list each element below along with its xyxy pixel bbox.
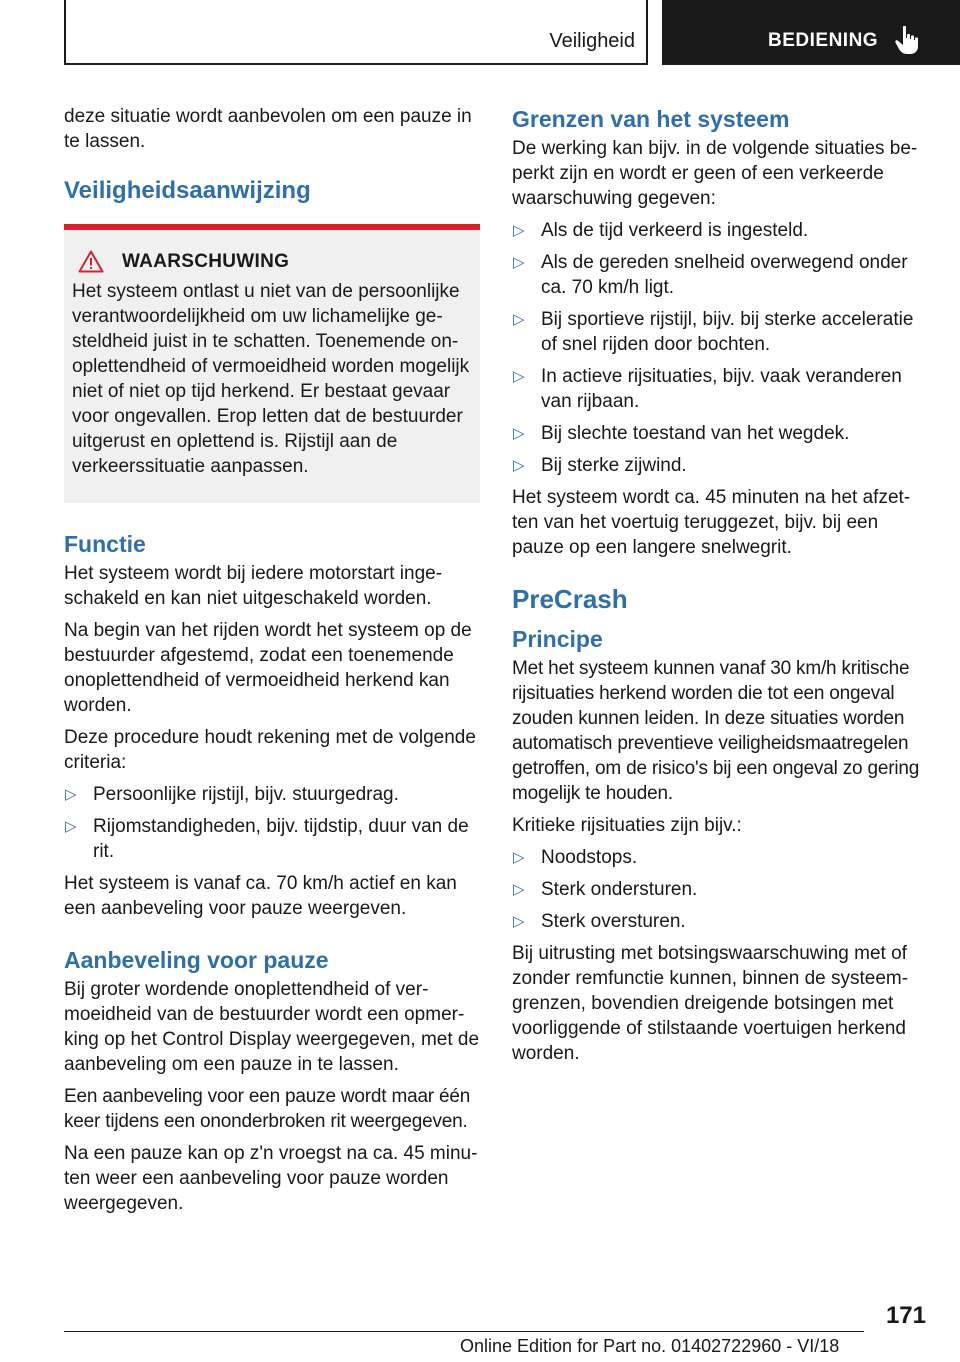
principe-paragraph-2: Kritieke rijsituaties zijn bijv.: [512,815,742,836]
warning-triangle-icon [78,250,104,273]
criteria-list [64,782,480,864]
functie-heading: Functie [64,531,146,557]
footer-edition: Online Edition for Part no. 01402722960 - VI/18 [460,1336,840,1356]
pauze-paragraph-3: Na een pauze kan op z'n vroegst na ca. 45 minuten weer een aanbeveling voor pauze worden weergegeven. [64,1143,478,1214]
warning-box [64,224,480,503]
kritiek-list [512,845,928,934]
header-right-border [646,0,648,64]
principe-heading: Principe [512,626,603,652]
triangle-bullet-icon: ▷ [65,818,77,835]
list-item: ▷ Bij slechte toestand van het wegdek. [513,423,850,444]
principe-paragraph-3: Bij uitrusting met botsingswaarschuwing met of zonder remfunctie kunnen, binnen de systeemgrenzen, bovendien dreigende botsingen met voorliggende of stilstaande voertuigen herkend worden. [512,943,909,1064]
triangle-bullet-icon: ▷ [513,881,525,898]
pauze-heading: Aanbeveling voor pauze [64,947,329,973]
grenzen-heading: Grenzen van het systeem [512,106,790,132]
list-item: ▷ Bij sterke zijwind. [513,455,687,476]
triangle-bullet-icon: ▷ [513,368,525,385]
warning-text: Het systeem ontlast u niet van de persoonlijke verantwoordelijkheid om uw lichamelijke gesteldheid juist in te schatten. Toenemende onoplettendheid of vermoeidheid worden mogelijk niet of niet op tijd herkend. Er bestaat gevaar voor ongevallen. Erop letten dat de bestuurder uitgerust en oplettend is. Rijstijl aan de verkeerssituatie aanpassen. [72,281,470,477]
header-section-title: Veiligheid [549,30,635,52]
right-column [512,104,928,1073]
triangle-bullet-icon: ▷ [513,913,525,930]
precrash-heading: PreCrash [512,584,628,614]
list-item: ▷ Rijomstandigheden, bijv. tijdstip, duur van de rit. [65,816,469,862]
header-chapter-title: BEDIENING [768,30,879,51]
functie-paragraph-1: Het systeem wordt bij iedere motorstart ingeschakeld en kan niet uitgeschakeld worden. [64,563,443,609]
functie-paragraph-3: Deze procedure houdt rekening met de volgende criteria: [64,727,476,773]
triangle-bullet-icon: ▷ [513,311,525,328]
triangle-bullet-icon: ▷ [513,425,525,442]
header-rule [64,63,648,65]
principe-paragraph-1: Met het systeem kunnen vanaf 30 km/h kritische rijsituaties herkend worden die tot een ongeval zouden kunnen leiden. In deze situaties worden automatisch preventieve veiligheidsmaatregelen getroffen, om de risico's bij een ongeval zo gering mogelijk te houden. [512,658,920,804]
triangle-bullet-icon: ▷ [513,849,525,866]
grenzen-list [512,218,928,478]
grenzen-paragraph-1: De werking kan bijv. in de volgende situaties beperkt zijn en wordt er geen of een verkeerde waarschuwing gegeven: [512,138,918,209]
hand-pointer-icon [894,25,920,55]
list-item: ▷ Sterk oversturen. [513,911,686,932]
pauze-paragraph-1: Bij groter wordende onoplettendheid of vermoeidheid van de bestuurder wordt een opmerking op het Control Display weergegeven, met de aanbeveling om een pauze in te lassen. [64,979,480,1075]
pauze-paragraph-2: Een aanbeveling voor een pauze wordt maar één keer tijdens een ononderbroken rit weergegeven. [64,1086,471,1132]
functie-paragraph-4: Het systeem is vanaf ca. 70 km/h actief en kan een aanbeveling voor pauze weergeven. [64,873,457,919]
list-item: ▷ Als de tijd verkeerd is ingesteld. [513,220,809,241]
list-item: ▷ Bij sportieve rijstijl, bijv. bij sterke acceleratie of snel rijden door bochten. [513,309,914,355]
warning-header [72,250,472,273]
triangle-bullet-icon: ▷ [65,786,77,803]
safety-heading: Veiligheidsaanwijzing [64,177,311,204]
triangle-bullet-icon: ▷ [513,254,525,271]
functie-paragraph-2: Na begin van het rijden wordt het systeem op de bestuurder afgestemd, zodat een toenemende onoplettendheid of vermoeidheid herkend kan worden. [64,620,472,716]
header-left-border [64,0,66,64]
triangle-bullet-icon: ▷ [513,457,525,474]
grenzen-paragraph-2: Het systeem wordt ca. 45 minuten na het afzetten van het voertuig teruggezet, bijv. bij een pauze op een langere snelwegrit. [512,487,911,558]
left-column [64,104,480,1223]
list-item: ▷ Persoonlijke rijstijl, bijv. stuurgedrag. [65,784,399,805]
list-item: ▷ Als de gereden snelheid overwegend onder ca. 70 km/h ligt. [513,252,908,298]
triangle-bullet-icon: ▷ [513,222,525,239]
list-item: ▷ Noodstops. [513,847,638,868]
list-item: ▷ Sterk ondersturen. [513,879,698,900]
list-item: ▷ In actieve rijsituaties, bijv. vaak veranderen van rijbaan. [513,366,902,412]
warning-title: WAARSCHUWING [122,250,290,272]
page-number: 171 [885,1302,926,1329]
intro-paragraph: deze situatie wordt aanbevolen om een pauze in te lassen. [64,106,472,152]
footer-rule [64,1331,864,1332]
